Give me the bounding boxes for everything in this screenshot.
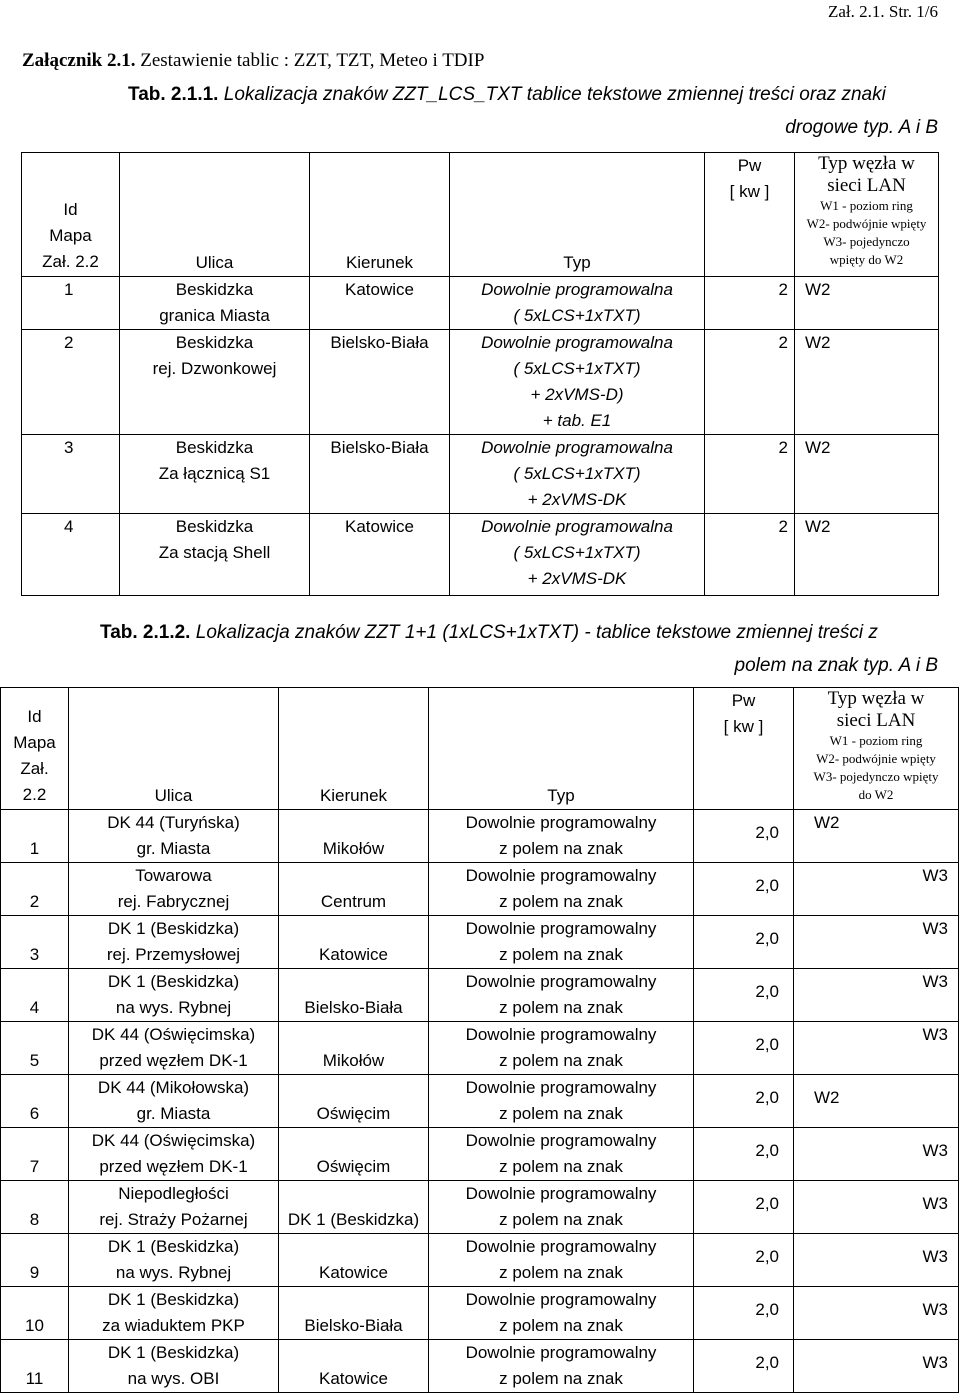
row-lan: W3 <box>794 863 959 916</box>
row-id: 1 <box>22 277 120 330</box>
row-type: Dowolnie programowalny z polem na znak <box>429 810 694 863</box>
table-row <box>1 863 959 916</box>
table1-header-direction: Kierunek <box>310 153 450 277</box>
row-lan: W3 <box>794 1181 959 1234</box>
table-row <box>22 514 939 596</box>
row-type: Dowolnie programowalna ( 5xLCS+1xTXT) <box>450 277 705 330</box>
row-direction: Oświęcim <box>279 1075 429 1128</box>
table-row <box>1 916 959 969</box>
row-pw: 2,0 <box>694 1181 794 1234</box>
row-type: Dowolnie programowalny z polem na znak <box>429 916 694 969</box>
row-direction: Katowice <box>310 277 450 330</box>
row-pw: 2,0 <box>694 916 794 969</box>
row-lan: W3 <box>794 916 959 969</box>
row-direction: Mikołów <box>279 1022 429 1075</box>
page-identifier: Zał. 2.1. Str. 1/6 <box>827 2 938 21</box>
row-lan: W2 <box>795 277 939 330</box>
table2-title <box>100 622 878 644</box>
row-street: Beskidzka granica Miasta <box>120 277 310 330</box>
row-pw: 2,0 <box>694 1287 794 1340</box>
table1 <box>21 152 939 596</box>
table2 <box>0 687 959 1393</box>
row-type: Dowolnie programowalny z polem na znak <box>429 1287 694 1340</box>
table2-header-direction: Kierunek <box>279 688 429 810</box>
table2-number: Tab. 2.1.2. <box>100 622 191 643</box>
table1-header-type: Typ <box>450 153 705 277</box>
table1-number: Tab. 2.1.1. <box>128 84 219 105</box>
table1-header-row <box>22 153 939 277</box>
row-id: 3 <box>22 435 120 514</box>
table-row <box>1 1022 959 1075</box>
row-type: Dowolnie programowalny z polem na znak <box>429 969 694 1022</box>
row-pw: 2,0 <box>694 1340 794 1393</box>
row-type: Dowolnie programowalna ( 5xLCS+1xTXT) + 2xVMS-D) + tab. E1 <box>450 330 705 435</box>
row-type: Dowolnie programowalny z polem na znak <box>429 1181 694 1234</box>
row-id: 6 <box>1 1075 69 1128</box>
row-pw: 2 <box>705 330 795 435</box>
table2-header-lan-title: Typ węzła w sieci LAN <box>827 688 925 731</box>
row-id: 7 <box>1 1128 69 1181</box>
row-direction: Centrum <box>279 863 429 916</box>
row-lan: W3 <box>794 1287 959 1340</box>
row-type: Dowolnie programowalny z polem na znak <box>429 1128 694 1181</box>
row-id: 3 <box>1 916 69 969</box>
row-street: Niepodległości rej. Straży Pożarnej <box>69 1181 279 1234</box>
table1-title <box>128 84 886 106</box>
row-id: 4 <box>1 969 69 1022</box>
table1-header-lan-title: Typ węzła w sieci LAN <box>818 153 915 196</box>
row-street: DK 1 (Beskidzka) na wys. Rybnej <box>69 969 279 1022</box>
row-direction: Bielsko-Biała <box>310 435 450 514</box>
table-row <box>22 330 939 435</box>
row-id: 11 <box>1 1340 69 1393</box>
table1-title-line2: drogowe typ. A i B <box>785 117 938 138</box>
table2-header-lan <box>794 688 959 810</box>
row-lan: W3 <box>794 1234 959 1287</box>
table-row <box>1 1181 959 1234</box>
row-street: DK 44 (Mikołowska) gr. Miasta <box>69 1075 279 1128</box>
annex-heading <box>22 50 484 72</box>
table-row <box>1 969 959 1022</box>
row-direction: Katowice <box>310 514 450 596</box>
row-street: DK 1 (Beskidzka) na wys. Rybnej <box>69 1234 279 1287</box>
row-direction: Katowice <box>279 1234 429 1287</box>
row-lan: W2 <box>795 435 939 514</box>
table2-title-line1: Lokalizacja znaków ZZT 1+1 (1xLCS+1xTXT) - tablice tekstowe zmiennej treści z <box>190 622 878 643</box>
table1-header-street: Ulica <box>120 153 310 277</box>
row-direction: DK 1 (Beskidzka) <box>279 1181 429 1234</box>
row-street: DK 44 (Oświęcimska) przed węzłem DK-1 <box>69 1022 279 1075</box>
row-street: DK 1 (Beskidzka) na wys. OBI <box>69 1340 279 1393</box>
row-lan: W3 <box>794 1022 959 1075</box>
table2-header-pw: Pw [ kw ] <box>694 688 794 810</box>
row-pw: 2 <box>705 277 795 330</box>
row-id: 2 <box>1 863 69 916</box>
row-pw: 2,0 <box>694 863 794 916</box>
table-row <box>1 1234 959 1287</box>
row-pw: 2,0 <box>694 810 794 863</box>
annex-number: Załącznik 2.1. <box>22 50 136 71</box>
row-id: 1 <box>1 810 69 863</box>
table-row <box>1 1128 959 1181</box>
table1-header-pw: Pw [ kw ] <box>705 153 795 277</box>
row-direction: Mikołów <box>279 810 429 863</box>
table2-header-id: Id Mapa Zał. 2.2 <box>1 688 69 810</box>
table1-header-id: Id Mapa Zał. 2.2 <box>22 153 120 277</box>
row-street: Beskidzka Za stacją Shell <box>120 514 310 596</box>
row-lan: W3 <box>794 969 959 1022</box>
row-id: 4 <box>22 514 120 596</box>
row-pw: 2,0 <box>694 1234 794 1287</box>
table1-header-lan-note: W1 - poziom ring W2- podwójnie wpięty W3- pojedynczo wpięty do W2 <box>806 198 927 267</box>
row-direction: Katowice <box>279 916 429 969</box>
row-lan: W2 <box>795 330 939 435</box>
row-pw: 2,0 <box>694 969 794 1022</box>
row-lan: W2 <box>795 514 939 596</box>
row-id: 5 <box>1 1022 69 1075</box>
table-row <box>22 277 939 330</box>
row-direction: Oświęcim <box>279 1128 429 1181</box>
row-lan: W2 <box>794 810 959 863</box>
row-type: Dowolnie programowalna ( 5xLCS+1xTXT) + 2xVMS-DK <box>450 435 705 514</box>
row-direction: Bielsko-Biała <box>279 969 429 1022</box>
table-row <box>1 1287 959 1340</box>
row-pw: 2,0 <box>694 1075 794 1128</box>
table-row <box>1 1340 959 1393</box>
row-pw: 2,0 <box>694 1022 794 1075</box>
row-lan: W2 <box>794 1075 959 1128</box>
table2-header-street: Ulica <box>69 688 279 810</box>
row-street: DK 44 (Oświęcimska) przed węzłem DK-1 <box>69 1128 279 1181</box>
table2-header-type: Typ <box>429 688 694 810</box>
row-street: Towarowa rej. Fabrycznej <box>69 863 279 916</box>
row-lan: W3 <box>794 1128 959 1181</box>
table2-header-row <box>1 688 959 810</box>
row-street: Beskidzka Za łącznicą S1 <box>120 435 310 514</box>
row-street: DK 1 (Beskidzka) rej. Przemysłowej <box>69 916 279 969</box>
row-id: 10 <box>1 1287 69 1340</box>
row-direction: Bielsko-Biała <box>279 1287 429 1340</box>
row-pw: 2,0 <box>694 1128 794 1181</box>
row-street: DK 44 (Turyńska) gr. Miasta <box>69 810 279 863</box>
table2-header-lan-note: W1 - poziom ring W2- podwójnie wpięty W3- pojedynczo wpięty do W2 <box>813 733 939 802</box>
table-row <box>1 810 959 863</box>
row-type: Dowolnie programowalny z polem na znak <box>429 1022 694 1075</box>
row-lan: W3 <box>794 1340 959 1393</box>
row-direction: Bielsko-Biała <box>310 330 450 435</box>
row-id: 8 <box>1 1181 69 1234</box>
row-pw: 2 <box>705 435 795 514</box>
row-type: Dowolnie programowalny z polem na znak <box>429 1234 694 1287</box>
row-type: Dowolnie programowalny z polem na znak <box>429 863 694 916</box>
annex-title: Zestawienie tablic : ZZT, TZT, Meteo i TDIP <box>135 50 485 71</box>
row-type: Dowolnie programowalny z polem na znak <box>429 1075 694 1128</box>
row-id: 9 <box>1 1234 69 1287</box>
row-street: Beskidzka rej. Dzwonkowej <box>120 330 310 435</box>
table1-title-line1: Lokalizacja znaków ZZT_LCS_TXT tablice tekstowe zmiennej treści oraz znaki <box>218 84 886 105</box>
table2-title-line2: polem na znak typ. A i B <box>734 655 938 676</box>
row-pw: 2 <box>705 514 795 596</box>
row-type: Dowolnie programowalna ( 5xLCS+1xTXT) + 2xVMS-DK <box>450 514 705 596</box>
table1-header-lan <box>795 153 939 277</box>
row-direction: Katowice <box>279 1340 429 1393</box>
table-row <box>22 435 939 514</box>
row-street: DK 1 (Beskidzka) za wiaduktem PKP <box>69 1287 279 1340</box>
row-type: Dowolnie programowalny z polem na znak <box>429 1340 694 1393</box>
table-row <box>1 1075 959 1128</box>
row-id: 2 <box>22 330 120 435</box>
